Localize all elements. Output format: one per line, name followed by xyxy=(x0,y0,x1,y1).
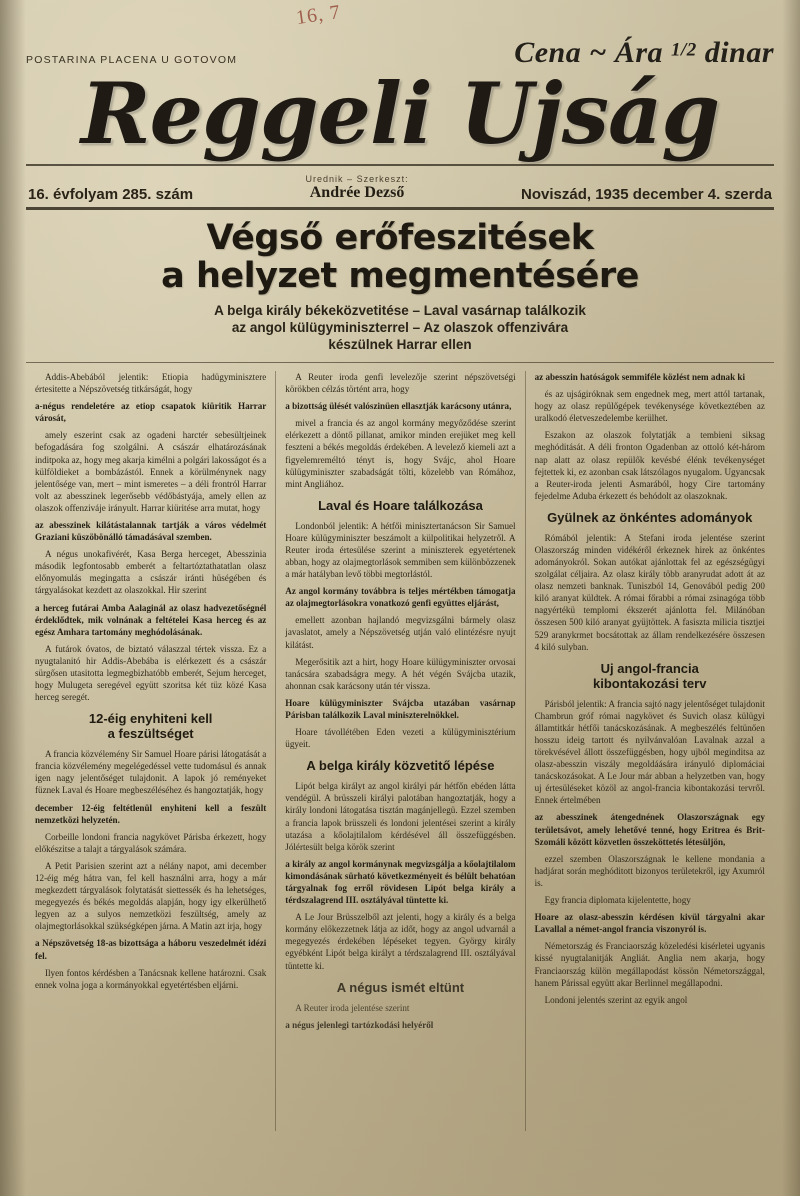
headline-line-1: Végső erőfeszitések xyxy=(206,217,594,258)
price-currency: dinar xyxy=(704,36,774,69)
section-heading: A belga király közvetitő lépése xyxy=(306,758,495,774)
lead-paragraph: december 12-éig feltétlenül enyhiteni kell a feszült nemzetközi helyzetén. xyxy=(35,802,267,825)
section-heading: A négus ismét eltünt xyxy=(336,979,465,995)
lead-paragraph: a herceg futárai Amba Aalaginál az olasz hadvezetőségnél érdeklődtek, mik volnának a feltételei Kasa herceg és az egész Amhara tartomány meghódolásának. xyxy=(35,602,267,637)
paragraph: ezzel szemben Olaszországnak le kellene mondania a hadjárat során meghóditott bizonyos területekről, igy Axumról is. xyxy=(534,853,765,888)
paragraph: és az ujságiróknak sem engednek meg, mert attól tartanak, hogy az olasz repülőgépek tevékenysége következtében az uralkodó életveszedelembe kerülhet. xyxy=(534,389,765,424)
paragraph: Lipót belga királyt az angol királyi pár hétfőn ebéden látta vendégül. A brüsszeli királyi palotában hangoztatják, hogy a király londoni látogatása tisztán magánjellegü. Ezzel szemben a francia lapok brüsszeli és londoni jelentései szerint a király utazása a kőolajtilalom kérdésével áll összefüggésben. Jólértesült belga körök szerint xyxy=(285,781,516,852)
paragraph: A Reuter iroda genfi levelezője szerint népszövetségi körökben célzás történt arra, hogy xyxy=(285,371,516,395)
paragraph: A Reuter iroda jelentése szerint xyxy=(295,1002,410,1013)
paragraph: Párisból jelentik: A francia sajtó nagy jelentőséget tulajdonit Chambrun gróf római nagykövet és Suvich olasz külügyi államtitkár hétfői tanácskozásának. A megbeszélés feltünően hosszu ideig tartott és nyilvánvalóan Lavalnak azzal a törekvésével állott összefüggésben, hogy ujból meginditsa az olasz-abesszin viszály megoldáására irányuló diplomáciai tanácskozásokat. A Le Jour már abban a helyzetben van, hogy uj értesüléseket közöl az angol-francia kibontakozási tervről. Ennek értelmében xyxy=(534,698,765,806)
section-heading: 12-éig enyhiteni kell a feszültséget xyxy=(88,711,213,742)
margin-scribble: 16, 7 xyxy=(294,0,343,30)
issue-number: 16. évfolyam 285. szám xyxy=(28,185,194,203)
page-title xyxy=(26,217,774,296)
paragraph: Addis-Abebából jelentik: Etiopia hadügyminisztere értesitette a Népszövetség titkárságát, hogy xyxy=(35,371,267,395)
section-heading: Uj angol-francia kibontakozási terv xyxy=(593,660,707,691)
lead-paragraph: az abesszinek átengednének Olaszországnak egy területsávot, amely lehetővé tenné, hogy Eritrea és Brit-Szomáli között közvetlen összeköttetés létesüljön, xyxy=(534,812,765,847)
paragraph: mivel a francia és az angol kormány megyőződése szerint elérkezett a döntő pillanat, amikor minden erejüket meg kell feszteni a békés megoldás érdekében. A levelező kiemeli azt a figyelemreméltó tényt is, hogy Svájc, ahol Hoare külügyminiszter szabadságát tölti, közelebb van Rómához, mint Angliához. xyxy=(285,418,516,489)
subheadline-line-2: az angol külügyminiszterrel – Az olaszok offenzivára xyxy=(231,320,569,336)
divider-top xyxy=(26,164,774,166)
paragraph: Rómából jelentik: A Stefani iroda jelentése szerint Olaszország minden vidékéről érkeznek hirek az önkéntes adományokról. Sokan autókat ajánlottak fel az egészségügyi szolgálat céljaira. Az olasz király több aranyrudat adott át az olasz nemzeti banknak. Tuniszból 14, Genovából pedig 200 kiló aranyat küldtek. A római főrabbi a római zsinagóga több nagyértékü templomi ékszerét ajánlotta fel. Milánóban összesen 500 kiló aranyat gyüjtöttek. A fasiszta milicia tisztjei 529 aranykrmet bocsátottak az állam rendelkezésére összesen 4 kiló sulyban. xyxy=(534,532,765,652)
lead-paragraph: a király az angol kormánynak megvizsgálja a kőolajtilalom kimondásának sürható következményeit és bélült behatóan tárgyalnak fog erről rövidesen Lipót belga király a térdszalagrend III. osztályával tüntette ki. xyxy=(285,858,516,906)
lead-paragraph: Az angol kormány továbbra is teljes mértékben támogatja az olajmegtorlásokra vonatkozó genfi együttes eljárást, xyxy=(285,586,516,609)
divider-headline xyxy=(26,362,774,363)
lead-paragraph: Hoare külügyminiszter Svájcba utazában vasárnap Párisban találkozik Laval miniszterelnökkel. xyxy=(285,697,516,721)
paragraph: Hoare távollétében Eden vezeti a külügyminisztérium ügyeit. xyxy=(285,727,516,750)
paragraph: Londoni jelentés szerint az egyik angol xyxy=(544,994,688,1005)
paragraph: Megerősitik azt a hirt, hogy Hoare külügyminiszter orvosai tanácsára szabadságra megy. A hét végén Svájcba utazik, ahonnan csak karácsony után tér vissza. xyxy=(285,656,516,691)
lead-paragraph: Hoare az olasz-abesszin kérdésen kivül tárgyalni akar Lavallal a német-angol francia viszonyról is. xyxy=(534,912,765,935)
paragraph: Ilyen fontos kérdésben a Tanácsnak kellene határozni. Csak ennek volna joga a kormányokkal egyetértésben eljárni. xyxy=(35,967,267,990)
section-heading: Gyülnek az önkéntes adományok xyxy=(547,509,753,525)
paragraph: Egy francia diplomata kijelentette, hogy xyxy=(544,895,691,906)
paragraph: Eszakon az olaszok folytatják a tembieni siksag meghóditását. A déli fronton Ogadenban az ottoló két-három nap alatt az olasz repülők kevésbé élénk tevékenységet fejtettek ki, ez azonban csak látszólagos nyugalom. Ugyancsak a Reuter-iroda jelenti Asmarából, hogy Cire tartomány fejedelme Aduba érkezett és behódolt az olaszoknak. xyxy=(534,430,765,501)
column-2 xyxy=(275,371,524,1131)
subheadline-line-3: készülnek Harrar ellen xyxy=(328,337,472,353)
lead-paragraph: a-négus rendeletére az etiop csapatok kiüritik Harrar városát, xyxy=(35,401,267,424)
article-columns xyxy=(26,371,774,1131)
paragraph: amely eszerint csak az ogadeni harctér sebesültjeinek befogadására fog szolgálni. A császár elhatározásának inditpoka az, hogy meg akarja kimélni a polgári lakosságot és a külföldieket a bombázástól. Ennek a körülménynek nagy jelentősége van, mert – mint ismeretes – a déli frontról Harrar volt az abesszinek legerősebb védőbástyája, amely ellen az olaszok offenziváje irányult. Harrar kiüritése arra mutat, hogy xyxy=(35,430,267,513)
lead-paragraph: az abesszinek kilátástalannak tartják a város védelmét Graziani küszöbönálló támadásával szemben. xyxy=(35,519,267,543)
editor-block xyxy=(306,174,409,203)
paragraph: emellett azonban hajlandó megvizsgálni bármely olasz javaslatot, amely a Népszövetség utján való elintézésre nyujt kilátást. xyxy=(285,615,516,650)
lead-paragraph: a bizottság ülését valószinüen ellasztják karácsony utánra, xyxy=(285,401,512,412)
paragraph: A francia közvélemény Sir Samuel Hoare párisi látogatását a francia közvélemény megelégedéssel vette tudomásul és annak igen nagy jelentőséget tulajdonit. A lapok jó reményeket füznek Laval és Hoare megbeszéléséhez és hangoztatják, hogy xyxy=(35,749,267,796)
column-3 xyxy=(525,371,774,1131)
lead-paragraph: a Népszövetség 18-as bizottsága a háboru veszedelmét idézi fel. xyxy=(35,938,267,961)
lead-paragraph: a négus jelenlegi tartózkodási helyéről xyxy=(285,1019,434,1030)
editor-label: Urednik – Szerkeszt: xyxy=(305,174,409,184)
subheadline-line-1: A belga király békeközvetitése – Laval vasárnap találkozik xyxy=(214,303,586,319)
issue-bar xyxy=(26,166,774,207)
place-date: Noviszád, 1935 december 4. szerda xyxy=(521,185,772,203)
section-heading: Laval és Hoare találkozása xyxy=(318,497,483,513)
masthead-title: Reggeli Ujság xyxy=(80,64,720,163)
postal-notice: POSTARINA PLACENA U GOTOVOM xyxy=(26,54,238,66)
paragraph: Németország és Franciaország közeledési kisérletei ugyanis kissé nyugtalanitják Angliát. Anglia nem akarja, hogy Franciaország külön megállapodást kössön Németországgal, hanem Párissal együtt akar Berlinnel megállapodni. xyxy=(534,941,765,988)
lead-paragraph: az abesszin hatóságok semmiféle közlést nem adnak ki xyxy=(534,371,746,382)
top-line xyxy=(26,0,774,70)
divider-issue xyxy=(26,207,774,210)
paragraph: A futárok óvatos, de biztató válaszzal tértek vissza. Ez a nyugtalanitó hir Addis-Abebába is elérkezett és a császár sürgősen utasitotta legmegbizhatóbb emberét, Sejum herceget, hogy Mulugeta seregével együtt szoritsa két tüz közé Kasa herceg seregét. xyxy=(35,643,267,703)
headline-line-2: a helyzet megmentésére xyxy=(161,255,639,296)
paragraph: A Petit Parisien szerint azt a nélány napot, ami december 12-éig még hátra van, fel kell használni arra, hogy a már megkezdett tárgyalások folytatását siettessék és ha lehetséges, megegyezés és békés megoldás alapján, hogy igy elkerülhető legyen az a sulyos nemzetközi feszültség, amely az olajmegtorlásokkal szükségképen járna. A Matin azt irja, hogy xyxy=(35,860,267,932)
subheadline xyxy=(26,303,774,354)
price-fraction: 1/2 xyxy=(671,39,697,61)
editor-name: Andrée Dezső xyxy=(309,184,405,202)
column-1 xyxy=(26,371,275,1131)
masthead xyxy=(26,64,774,163)
paragraph: A négus unokafivérét, Kasa Berga herceget, Abesszinia második legfontosabb emberét a feltartóztathatatlan olasz előnyomulás megingatta a császár iránti hüségében és tárgyalásokat kezdett az olaszokkal. Hir szerint xyxy=(35,549,267,596)
paragraph: A Le Jour Brüsszelből azt jelenti, hogy a király és a belga kormány előkezzetnek látja az időt, hogy az angol udvarnál a megegyezés érdekében lépéseket tegyen. György király egyébként Lipót belga királyt a térdszalagrend III. osztályával tüntette ki. xyxy=(285,912,516,971)
price-text: Cena ~ Ára xyxy=(514,36,664,69)
paragraph: Londonból jelentik: A hétfői minisztertanácson Sir Samuel Hoare külügyminiszter beszámolt a külpolitikai helyzetről. A Reuter iroda értesülése szerint a miniszterek egyetértenek abban, hogy az olajmegtorlások semmiben sem különbözzenek a már hatályban levő többi megtorlástól. xyxy=(285,520,516,580)
paragraph: Corbeille londoni francia nagykövet Párisba érkezett, hogy előkészitse a talajt a tárgyalások számára. xyxy=(35,831,267,854)
